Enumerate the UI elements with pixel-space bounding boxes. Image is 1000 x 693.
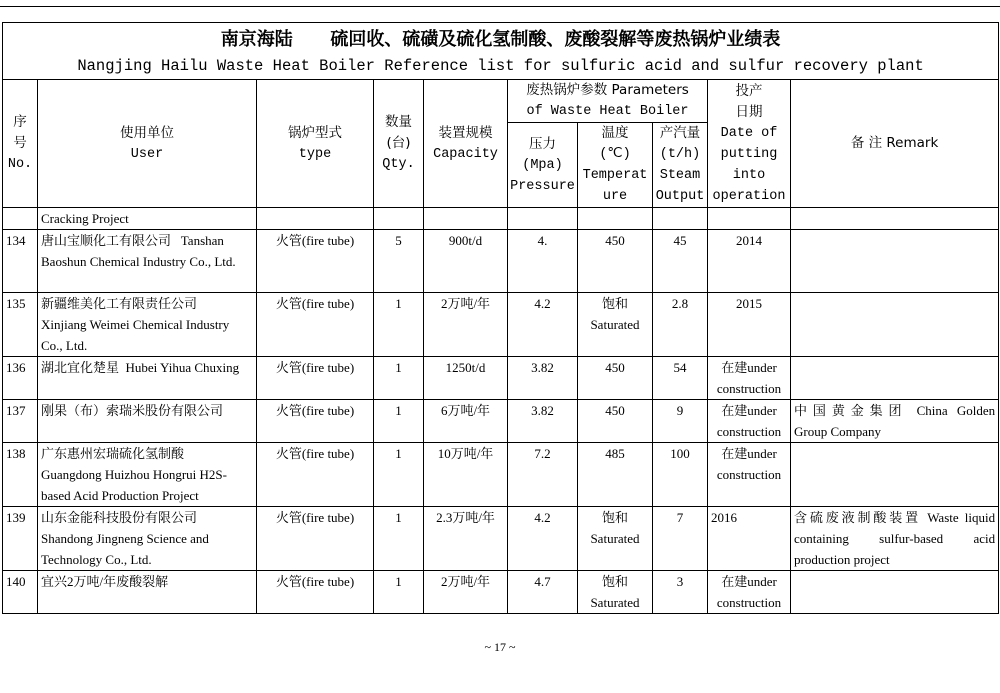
date-line: 2015 — [736, 296, 762, 311]
row-pressure: 3.82 — [508, 357, 578, 400]
row-pressure: 4.7 — [508, 571, 578, 614]
row-date — [708, 571, 791, 614]
row-remark — [791, 507, 999, 571]
row-capacity: 2.3万吨/年 — [424, 507, 508, 571]
row-date — [708, 443, 791, 507]
page-number: ~ 17 ~ — [484, 640, 516, 654]
row-capacity: 10万吨/年 — [424, 443, 508, 507]
row-user — [38, 400, 257, 443]
title-cn-right: 硫回收、硫磺及硫化氢制酸、废酸裂解等废热锅炉业绩表 — [330, 29, 781, 50]
row-user — [38, 357, 257, 400]
row-date — [708, 400, 791, 443]
table-row — [3, 507, 999, 571]
temp-line: 饱和 — [601, 510, 628, 525]
date-line: 在建under — [721, 360, 777, 375]
remark-line: containing sulfur-based acid — [794, 531, 996, 546]
date-line: 在建under — [721, 574, 777, 589]
user-en: Xinjiang Weimei Chemical Industry Co., Ltd. — [41, 317, 230, 353]
row-date — [708, 230, 791, 293]
table-row — [3, 357, 999, 400]
title-cn — [3, 25, 998, 55]
row-qty: 1 — [374, 571, 424, 614]
row-type: 火管(fire tube) — [257, 507, 374, 571]
user-en: Tanshan Baoshun Chemical Industry Co., Ltd. — [41, 233, 236, 269]
row-qty: 5 — [374, 230, 424, 293]
row-no: 140 — [3, 571, 38, 614]
row-capacity: 900t/d — [424, 230, 508, 293]
date-line: construction — [716, 381, 782, 396]
row-pressure: 3.82 — [508, 400, 578, 443]
row-qty: 1 — [374, 357, 424, 400]
row-date — [708, 507, 791, 571]
row-user — [38, 571, 257, 614]
user-cn: 唐山宝顺化工有限公司 — [41, 233, 172, 248]
table-row — [3, 293, 999, 357]
reference-table — [2, 22, 999, 614]
row-qty: 1 — [374, 507, 424, 571]
continued-row — [3, 208, 999, 230]
header-no: 序 号 No. — [3, 80, 38, 208]
user-en: Shandong Jingneng Science and Technology Co., Ltd. — [41, 531, 209, 567]
date-line: construction — [716, 467, 782, 482]
user-cn: 广东惠州宏瑞硫化氢制酸 — [41, 446, 185, 461]
row-user — [38, 230, 257, 293]
user-cn: 山东金能科技股份有限公司 — [41, 510, 198, 525]
header-remark: 备 注 Remark — [791, 80, 999, 208]
row-pressure: 7.2 — [508, 443, 578, 507]
temp-line: Saturated — [590, 595, 640, 610]
row-remark — [791, 230, 999, 293]
row-user — [38, 507, 257, 571]
date-line: construction — [716, 595, 782, 610]
date-line: construction — [716, 424, 782, 439]
remark-line: Group Company — [794, 424, 882, 439]
row-steam: 45 — [653, 230, 708, 293]
header-type: 锅炉型式 type — [257, 80, 374, 208]
row-temperature — [578, 230, 653, 293]
date-line: 2014 — [736, 233, 762, 248]
row-temperature — [578, 400, 653, 443]
user-cn: 刚果（布）索瑞米股份有限公司 — [41, 403, 224, 418]
row-type: 火管(fire tube) — [257, 571, 374, 614]
temp-line: Saturated — [590, 531, 640, 546]
user-cn: 湖北宜化楚星 — [41, 360, 120, 375]
user-en: Guangdong Huizhou Hongrui H2S-based Acid Production Project — [41, 467, 227, 503]
row-no: 137 — [3, 400, 38, 443]
header-steam: 产汽量 (t/h) Steam Output — [653, 123, 708, 208]
table-row — [3, 443, 999, 507]
row-capacity: 1250t/d — [424, 357, 508, 400]
row-type: 火管(fire tube) — [257, 230, 374, 293]
row-type: 火管(fire tube) — [257, 443, 374, 507]
row-date — [708, 357, 791, 400]
row-capacity: 6万吨/年 — [424, 400, 508, 443]
row-temperature — [578, 293, 653, 357]
header-capacity: 装置规模 Capacity — [424, 80, 508, 208]
row-no: 139 — [3, 507, 38, 571]
temp-line: 饱和 — [601, 296, 628, 311]
row-no: 136 — [3, 357, 38, 400]
row-remark — [791, 357, 999, 400]
table-row — [3, 400, 999, 443]
row-type: 火管(fire tube) — [257, 400, 374, 443]
row-no: 138 — [3, 443, 38, 507]
row-pressure: 4.2 — [508, 507, 578, 571]
row-steam: 7 — [653, 507, 708, 571]
row-steam: 3 — [653, 571, 708, 614]
temp-line: 450 — [605, 233, 625, 248]
row-remark — [791, 443, 999, 507]
continued-row-text: Cracking Project — [38, 208, 257, 230]
remark-line: production project — [794, 552, 890, 567]
date-line: 在建under — [721, 446, 777, 461]
header-temperature: 温度 (℃) Temperat ure — [578, 123, 653, 208]
row-temperature — [578, 357, 653, 400]
header-date: 投产 日期 Date of putting into operation — [708, 80, 791, 208]
remark-line: 中国黄金集团 China Golden — [794, 403, 996, 418]
row-temperature — [578, 507, 653, 571]
row-capacity: 2万吨/年 — [424, 571, 508, 614]
row-qty: 1 — [374, 293, 424, 357]
temp-line: 450 — [605, 360, 625, 375]
row-qty: 1 — [374, 400, 424, 443]
row-temperature — [578, 443, 653, 507]
temp-line: 450 — [605, 403, 625, 418]
title-cell — [3, 23, 999, 80]
row-pressure: 4. — [508, 230, 578, 293]
table-row — [3, 230, 999, 293]
row-steam: 100 — [653, 443, 708, 507]
user-en: Hubei Yihua Chuxing — [125, 360, 240, 375]
row-no: 134 — [3, 230, 38, 293]
row-remark — [791, 571, 999, 614]
header-user: 使用单位 User — [38, 80, 257, 208]
user-cn: 新疆维美化工有限责任公司 — [41, 296, 198, 311]
row-steam: 9 — [653, 400, 708, 443]
row-no: 135 — [3, 293, 38, 357]
temp-line: Saturated — [590, 317, 640, 332]
header-params: 废热锅炉参数 Parameters of Waste Heat Boiler — [508, 80, 708, 123]
remark-line: 含硫废液制酸装置 Waste liquid — [794, 510, 996, 525]
row-remark — [791, 400, 999, 443]
table-row — [3, 571, 999, 614]
row-type: 火管(fire tube) — [257, 293, 374, 357]
date-line: 在建under — [721, 403, 777, 418]
row-type: 火管(fire tube) — [257, 357, 374, 400]
row-user — [38, 293, 257, 357]
header-pressure: 压力 (Mpa) Pressure — [508, 123, 578, 208]
top-rule — [0, 6, 1000, 7]
row-qty: 1 — [374, 443, 424, 507]
temp-line: 饱和 — [601, 574, 628, 589]
row-date — [708, 293, 791, 357]
row-remark — [791, 293, 999, 357]
header-qty: 数量 (台) Qty. — [374, 80, 424, 208]
row-user — [38, 443, 257, 507]
row-capacity: 2万吨/年 — [424, 293, 508, 357]
row-temperature — [578, 571, 653, 614]
row-steam: 2.8 — [653, 293, 708, 357]
row-pressure: 4.2 — [508, 293, 578, 357]
date-line: 2016 — [711, 510, 737, 525]
row-steam: 54 — [653, 357, 708, 400]
title-en: Nangjing Hailu Waste Heat Boiler Reference list for sulfuric acid and sulfur recovery plant — [77, 57, 924, 75]
title-cn-left: 南京海陆 — [220, 29, 293, 50]
temp-line: 485 — [605, 446, 625, 461]
table-body — [3, 230, 999, 614]
user-cn: 宜兴2万吨/年废酸裂解 — [41, 574, 169, 589]
